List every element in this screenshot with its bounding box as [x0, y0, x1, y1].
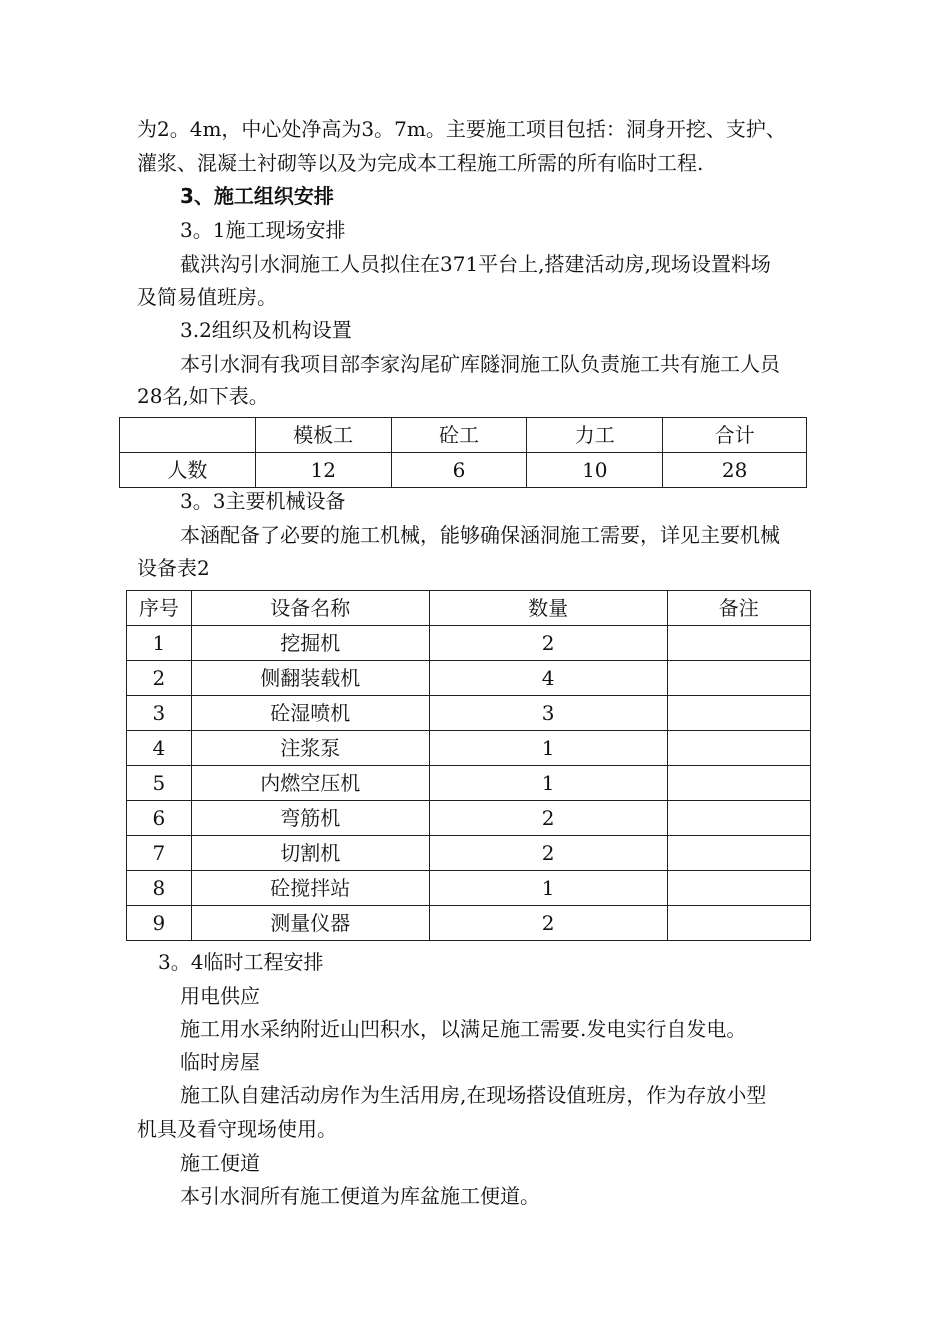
table-cell — [667, 836, 810, 871]
subsection-heading: 3。3主要机械设备 — [180, 489, 346, 513]
table-header-cell: 备注 — [667, 591, 810, 626]
paragraph-line: 28名,如下表。 — [137, 384, 269, 408]
table-row — [127, 731, 811, 766]
table-cell: 注浆泵 — [191, 731, 429, 766]
paragraph-line: 截洪沟引水洞施工人员拟住在371平台上,搭建活动房,现场设置料场 — [180, 252, 771, 276]
table-row — [127, 661, 811, 696]
table-cell — [667, 766, 810, 801]
paragraph-line: 施工用水采纳附近山凹积水，以满足施工需要.发电实行自发电。 — [180, 1017, 747, 1041]
table-cell: 测量仪器 — [191, 906, 429, 941]
table-cell — [667, 801, 810, 836]
table-cell: 4 — [127, 731, 192, 766]
table-header-cell: 砼工 — [391, 418, 527, 453]
table-cell: 3 — [127, 696, 192, 731]
subsection-heading: 3。1施工现场安排 — [180, 218, 346, 242]
table-header-cell: 数量 — [429, 591, 667, 626]
table-header-cell: 力工 — [527, 418, 663, 453]
sub-heading: 施工便道 — [180, 1151, 260, 1175]
table-cell: 4 — [429, 661, 667, 696]
table-cell: 12 — [255, 453, 391, 488]
table-cell: 1 — [429, 871, 667, 906]
table-cell: 2 — [429, 836, 667, 871]
table-cell — [667, 906, 810, 941]
table-cell: 8 — [127, 871, 192, 906]
table-cell: 2 — [429, 906, 667, 941]
table-header-row — [127, 591, 811, 626]
equipment-table — [126, 590, 811, 941]
table-cell: 侧翻装载机 — [191, 661, 429, 696]
table-cell: 人数 — [120, 453, 256, 488]
table-row — [127, 871, 811, 906]
table-cell: 2 — [429, 626, 667, 661]
paragraph-line: 本涵配备了必要的施工机械，能够确保涵洞施工需要，详见主要机械 — [180, 523, 780, 547]
table-cell: 砼湿喷机 — [191, 696, 429, 731]
table-row — [127, 836, 811, 871]
table-header-cell: 模板工 — [255, 418, 391, 453]
table-row — [127, 766, 811, 801]
table-row — [127, 801, 811, 836]
table-cell: 1 — [429, 731, 667, 766]
subsection-heading: 3。4临时工程安排 — [158, 950, 324, 974]
paragraph-line: 施工队自建活动房作为生活用房,在现场搭设值班房，作为存放小型 — [180, 1083, 767, 1107]
table-header-row — [120, 418, 807, 453]
table-cell: 6 — [127, 801, 192, 836]
table-cell — [667, 661, 810, 696]
sub-heading: 临时房屋 — [180, 1050, 260, 1074]
paragraph-line: 本引水洞有我项目部李家沟尾矿库隧洞施工队负责施工共有施工人员 — [180, 352, 780, 376]
paragraph-line: 本引水洞所有施工便道为库盆施工便道。 — [180, 1184, 540, 1208]
table-cell: 9 — [127, 906, 192, 941]
table-cell — [667, 626, 810, 661]
sub-heading: 用电供应 — [180, 984, 260, 1008]
table-cell: 2 — [127, 661, 192, 696]
table-cell: 6 — [391, 453, 527, 488]
table-row — [127, 626, 811, 661]
table-cell: 1 — [127, 626, 192, 661]
table-cell: 7 — [127, 836, 192, 871]
table-row — [120, 453, 807, 488]
table-cell: 3 — [429, 696, 667, 731]
table-cell: 5 — [127, 766, 192, 801]
table-cell — [667, 871, 810, 906]
table-cell: 砼搅拌站 — [191, 871, 429, 906]
table-cell: 28 — [663, 453, 807, 488]
table-header-cell: 合计 — [663, 418, 807, 453]
paragraph-line: 设备表2 — [137, 556, 210, 580]
section-heading: 3、施工组织安排 — [180, 184, 334, 208]
table-cell: 挖掘机 — [191, 626, 429, 661]
table-cell — [667, 731, 810, 766]
table-cell: 1 — [429, 766, 667, 801]
table-cell — [667, 696, 810, 731]
table-cell: 切割机 — [191, 836, 429, 871]
table-cell: 2 — [429, 801, 667, 836]
table-cell: 内燃空压机 — [191, 766, 429, 801]
table-header-cell: 序号 — [127, 591, 192, 626]
table-header-cell: 设备名称 — [191, 591, 429, 626]
paragraph-line: 灌浆、混凝土衬砌等以及为完成本工程施工所需的所有临时工程. — [137, 151, 704, 175]
paragraph-line: 机具及看守现场使用。 — [137, 1117, 337, 1141]
table-row — [127, 696, 811, 731]
table-row — [127, 906, 811, 941]
table-cell: 弯筋机 — [191, 801, 429, 836]
paragraph-line: 及简易值班房。 — [137, 285, 277, 309]
table-header-cell — [120, 418, 256, 453]
staff-table — [119, 417, 807, 488]
subsection-heading: 3.2组织及机构设置 — [180, 318, 352, 342]
table-cell: 10 — [527, 453, 663, 488]
paragraph-line: 为2。4m，中心处净高为3。7m。主要施工项目包括：洞身开挖、支护、 — [137, 117, 786, 141]
